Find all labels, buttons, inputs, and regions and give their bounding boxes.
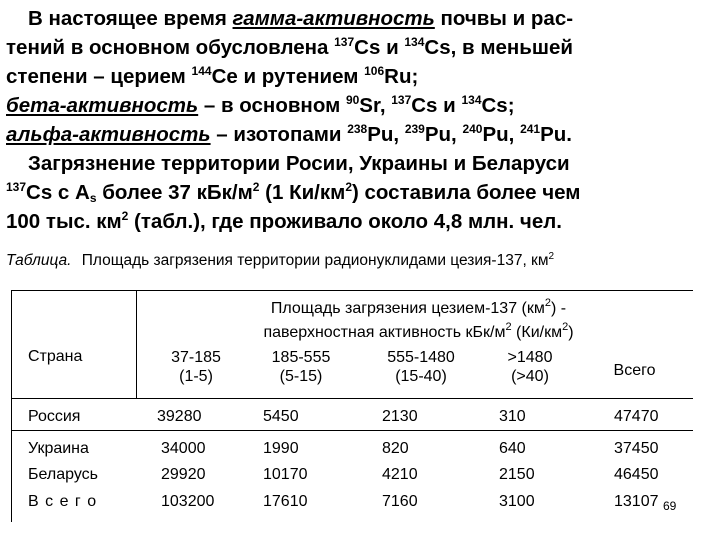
p1-line-3 — [6, 62, 418, 91]
group-header-line-2 — [146, 321, 691, 342]
superscript: 2 — [505, 321, 512, 333]
p1-text: , в меньшей — [450, 36, 573, 59]
term-beta-activity: бета-активность — [6, 94, 199, 117]
group-header-line-1 — [146, 297, 691, 318]
p2-text: более 37 кБк/м — [96, 181, 253, 204]
p1-text: В настоящее время — [28, 7, 233, 30]
country-header: Страна — [28, 348, 83, 365]
page-number: 69 — [663, 499, 677, 513]
isotope-mass: 106 — [364, 64, 385, 78]
term-alpha-activity: альфа-активность — [6, 123, 211, 146]
table-border-top — [11, 290, 693, 291]
column-range-kbq: 555-1480 — [387, 349, 455, 366]
isotope-element: Cs — [354, 36, 381, 59]
row-country-ukraine: Украина — [28, 440, 89, 457]
p2-line-1 — [28, 149, 570, 178]
isotope-mass: 144 — [191, 64, 212, 78]
column-total-label: Всего — [613, 362, 656, 379]
table-cell: 29920 — [161, 466, 206, 483]
table-cell: 46450 — [614, 466, 659, 483]
column-header-555-1480 — [371, 348, 471, 386]
row-country-russia: Россия — [28, 408, 81, 425]
isotope-element: Pu, — [367, 123, 405, 146]
isotope-mass: 238 — [347, 122, 368, 136]
superscript: 2 — [562, 321, 569, 333]
isotope-mass: 239 — [404, 122, 425, 136]
group-header-text: паверхностная активность кБк/м — [263, 324, 506, 341]
p1-text: тений в основном обусловлена — [6, 36, 335, 59]
p1-text: и — [380, 36, 405, 59]
table-cell: 34000 — [161, 440, 206, 457]
term-gamma-activity: гамма-активность — [232, 7, 435, 30]
table-cell: 7160 — [382, 493, 418, 510]
isotope-element: Ce — [211, 65, 238, 88]
superscript: 2 — [121, 209, 129, 223]
group-header-text: Площадь загрязения цезием-137 (км — [270, 300, 545, 317]
table-cell: 5450 — [263, 408, 299, 425]
isotope-element: Cs — [424, 36, 451, 59]
isotope-mass: 134 — [404, 35, 425, 49]
isotope-element: Pu, — [482, 123, 521, 146]
table-cell: 1990 — [263, 440, 299, 457]
table-cell: 640 — [499, 440, 526, 457]
table-caption — [6, 252, 554, 270]
table-cell: 10170 — [263, 466, 308, 483]
table-cell: 17610 — [263, 493, 308, 510]
row-country-belarus: Беларусь — [28, 466, 98, 483]
isotope-element: Pu, — [424, 123, 463, 146]
p1-text: – в основном — [198, 94, 346, 117]
column-header-over-1480 — [494, 348, 566, 386]
superscript: 2 — [345, 180, 352, 194]
table-cell: 2150 — [499, 466, 535, 483]
isotope-element: Pu. — [540, 123, 573, 146]
table-cell: 47470 — [614, 408, 659, 425]
isotope-mass: 241 — [520, 122, 541, 136]
isotope-mass: 240 — [462, 122, 483, 136]
group-header-text: ) — [568, 324, 574, 341]
table-cell: 13107 — [614, 493, 659, 510]
row-country-total: В с е г о — [28, 493, 98, 510]
table-column-divider — [136, 290, 137, 398]
isotope-element: Cs — [411, 94, 438, 117]
p1-text: почвы и рас- — [434, 7, 574, 30]
group-header-text: (Ки/км — [511, 324, 563, 341]
p1-line-4 — [6, 91, 515, 120]
table-cell: 3100 — [499, 493, 535, 510]
isotope-mass: 137 — [391, 93, 412, 107]
p2-text: (1 Ки/км — [259, 181, 346, 204]
p1-text: степени – церием — [6, 65, 192, 88]
table-cell: 820 — [382, 440, 409, 457]
column-range-ci: (1-5) — [179, 368, 213, 385]
group-header-text: ) - — [551, 300, 567, 317]
column-range-kbq: 185-555 — [271, 349, 331, 366]
isotope-element: Ru; — [384, 65, 419, 88]
p2-text: ) составила более чем — [352, 181, 581, 204]
column-range-kbq: >1480 — [507, 349, 553, 366]
isotope-mass: 137 — [334, 35, 355, 49]
column-header-185-555 — [258, 348, 344, 386]
isotope-mass: 137 — [6, 180, 27, 194]
superscript: 2 — [252, 180, 260, 194]
column-range-ci: (5-15) — [279, 368, 323, 385]
caption-superscript: 2 — [548, 251, 555, 262]
isotope-mass: 134 — [461, 93, 482, 107]
table-cell: 103200 — [161, 493, 215, 510]
column-range-ci: (15-40) — [395, 368, 447, 385]
p1-line-1 — [28, 4, 573, 33]
table-cell: 37450 — [614, 440, 659, 457]
p1-line-2 — [6, 33, 573, 62]
table-cell: 39280 — [157, 408, 202, 425]
p2-text: (табл.), где проживало около 4,8 млн. чел. — [128, 210, 562, 233]
table-cell: 4210 — [382, 466, 418, 483]
table-cell: 2130 — [382, 408, 418, 425]
column-header-total — [597, 362, 672, 380]
contamination-table — [11, 290, 693, 522]
column-header-37-185 — [154, 348, 238, 386]
p1-line-5 — [6, 120, 572, 149]
superscript: 2 — [544, 297, 551, 309]
p1-text: – изотопами — [210, 123, 348, 146]
isotope-mass: 90 — [345, 93, 360, 107]
p2-text: Загрязнение территории Росии, Украины и Беларуси — [28, 152, 570, 175]
table-header-divider — [11, 398, 693, 399]
table-border-left — [11, 290, 12, 522]
column-range-kbq: 37-185 — [171, 349, 221, 366]
p2-line-3 — [6, 207, 562, 236]
caption-prefix: Таблица. — [6, 252, 72, 269]
table-row-divider — [11, 430, 693, 431]
p2-text: 100 тыс. км — [6, 210, 122, 233]
caption-text: Площадь загрязения территории радионуклидами цезия-137, км — [81, 252, 549, 269]
isotope-element: Sr, — [359, 94, 392, 117]
p2-text: Cs с A — [26, 181, 90, 204]
isotope-element: Cs; — [481, 94, 515, 117]
subscript: s — [89, 191, 97, 205]
p1-text: и — [437, 94, 462, 117]
p1-text: и рутением — [237, 65, 365, 88]
p2-line-2 — [6, 178, 580, 207]
table-cell: 310 — [499, 408, 526, 425]
column-range-ci: (>40) — [511, 368, 549, 385]
